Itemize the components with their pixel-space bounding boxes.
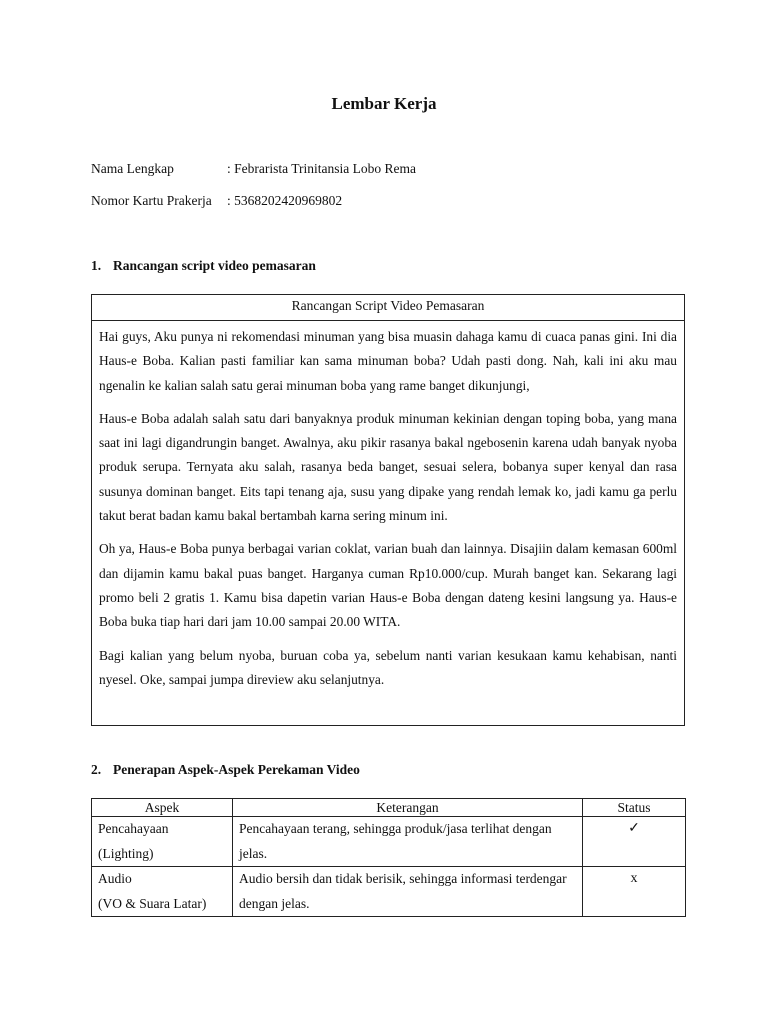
script-paragraph: Hai guys, Aku punya ni rekomendasi minuman yang bisa muasin dahaga kamu di cuaca panas gini. Ini dia Haus-e Boba. Kalian pasti familiar kan sama minuman boba? Udah pasti dong. Nah, kali ini aku mau ngenalin ke kalian salah satu gerai minuman boba yang rame banget dikunjungi, (99, 329, 677, 393)
section-2-number: 2. (91, 762, 102, 777)
table-row (92, 817, 686, 867)
status-cell (583, 867, 686, 917)
aspek-cell (92, 867, 233, 917)
document-title: Lembar Kerja (331, 94, 437, 113)
status-cell (583, 817, 686, 867)
script-paragraph: Haus-e Boba adalah salah satu dari banyaknya produk minuman kekinian dengan toping boba, yang mana saat ini lagi digandrungin banget. Awalnya, aku pikir rasanya bakal ngebosenin karena udah banyak nyoba produk serupa. Ternyata aku salah, rasanya beda banget, sesuai selera, bobanya super kenyal dan rasa susunya dominan banget. Eits tapi tenang aja, susu yang dipake yang rendah lemak ko, jadi kamu ga perlu takut berat badan kamu bakal bertambah karna sering minum ini. (99, 410, 677, 524)
card-number-value: : 5368202420969802 (227, 193, 343, 208)
aspek-cell (92, 817, 233, 867)
name-value: : Febrarista Trinitansia Lobo Rema (227, 161, 416, 176)
keterangan-cell (233, 867, 583, 917)
aspek-table (91, 798, 686, 917)
info-row-card-number (91, 193, 342, 209)
header-aspek: Aspek (92, 799, 233, 817)
aspek-subname: (VO & Suara Latar) (98, 895, 207, 911)
section-1-title: Rancangan script video pemasaran (113, 258, 316, 273)
keterangan-cell (233, 817, 583, 867)
section-2-heading (91, 762, 360, 778)
card-number-label: Nomor Kartu Prakerja (91, 193, 212, 208)
header-status: Status (583, 799, 686, 817)
script-box-body (92, 321, 684, 692)
section-2-title: Penerapan Aspek-Aspek Perekaman Video (113, 762, 360, 777)
script-paragraph: Bagi kalian yang belum nyoba, buruan coba ya, sebelum nanti varian kesukaan kamu kehabisan, nanti nyesel. Oke, sampai jumpa direview aku selanjutnya. (99, 647, 677, 687)
keterangan-line: jelas. (239, 845, 268, 861)
cross-icon: x (630, 871, 638, 886)
info-row-name (91, 161, 416, 177)
header-keterangan: Keterangan (233, 799, 583, 817)
aspek-name: Audio (98, 871, 132, 886)
aspek-name: Pencahayaan (98, 821, 169, 836)
checkmark-icon: ✓ (628, 821, 640, 836)
keterangan-line: dengan jelas. (239, 895, 310, 911)
table-header-row (92, 799, 686, 817)
script-box (91, 294, 685, 726)
keterangan-line: Pencahayaan terang, sehingga produk/jasa terlihat dengan (239, 821, 552, 836)
script-box-header: Rancangan Script Video Pemasaran (92, 295, 684, 321)
section-1-heading (91, 258, 316, 274)
keterangan-line: Audio bersih dan tidak berisik, sehingga informasi terdengar (239, 871, 567, 886)
aspek-subname: (Lighting) (98, 845, 154, 861)
table-row (92, 867, 686, 917)
name-label: Nama Lengkap (91, 161, 174, 176)
script-paragraph: Oh ya, Haus-e Boba punya berbagai varian coklat, varian buah dan lainnya. Disajiin dalam kemasan 600ml dan dijamin kamu bakal puas banget. Harganya cuman Rp10.000/cup. Murah banget kan. Sekarang lagi promo beli 2 gratis 1. Kamu bisa dapetin varian Haus-e Boba dengan dateng kesini langsung ya. Haus-e Boba buka tiap hari dari jam 10.00 sampai 20.00 WITA. (99, 541, 677, 630)
section-1-number: 1. (91, 258, 102, 273)
